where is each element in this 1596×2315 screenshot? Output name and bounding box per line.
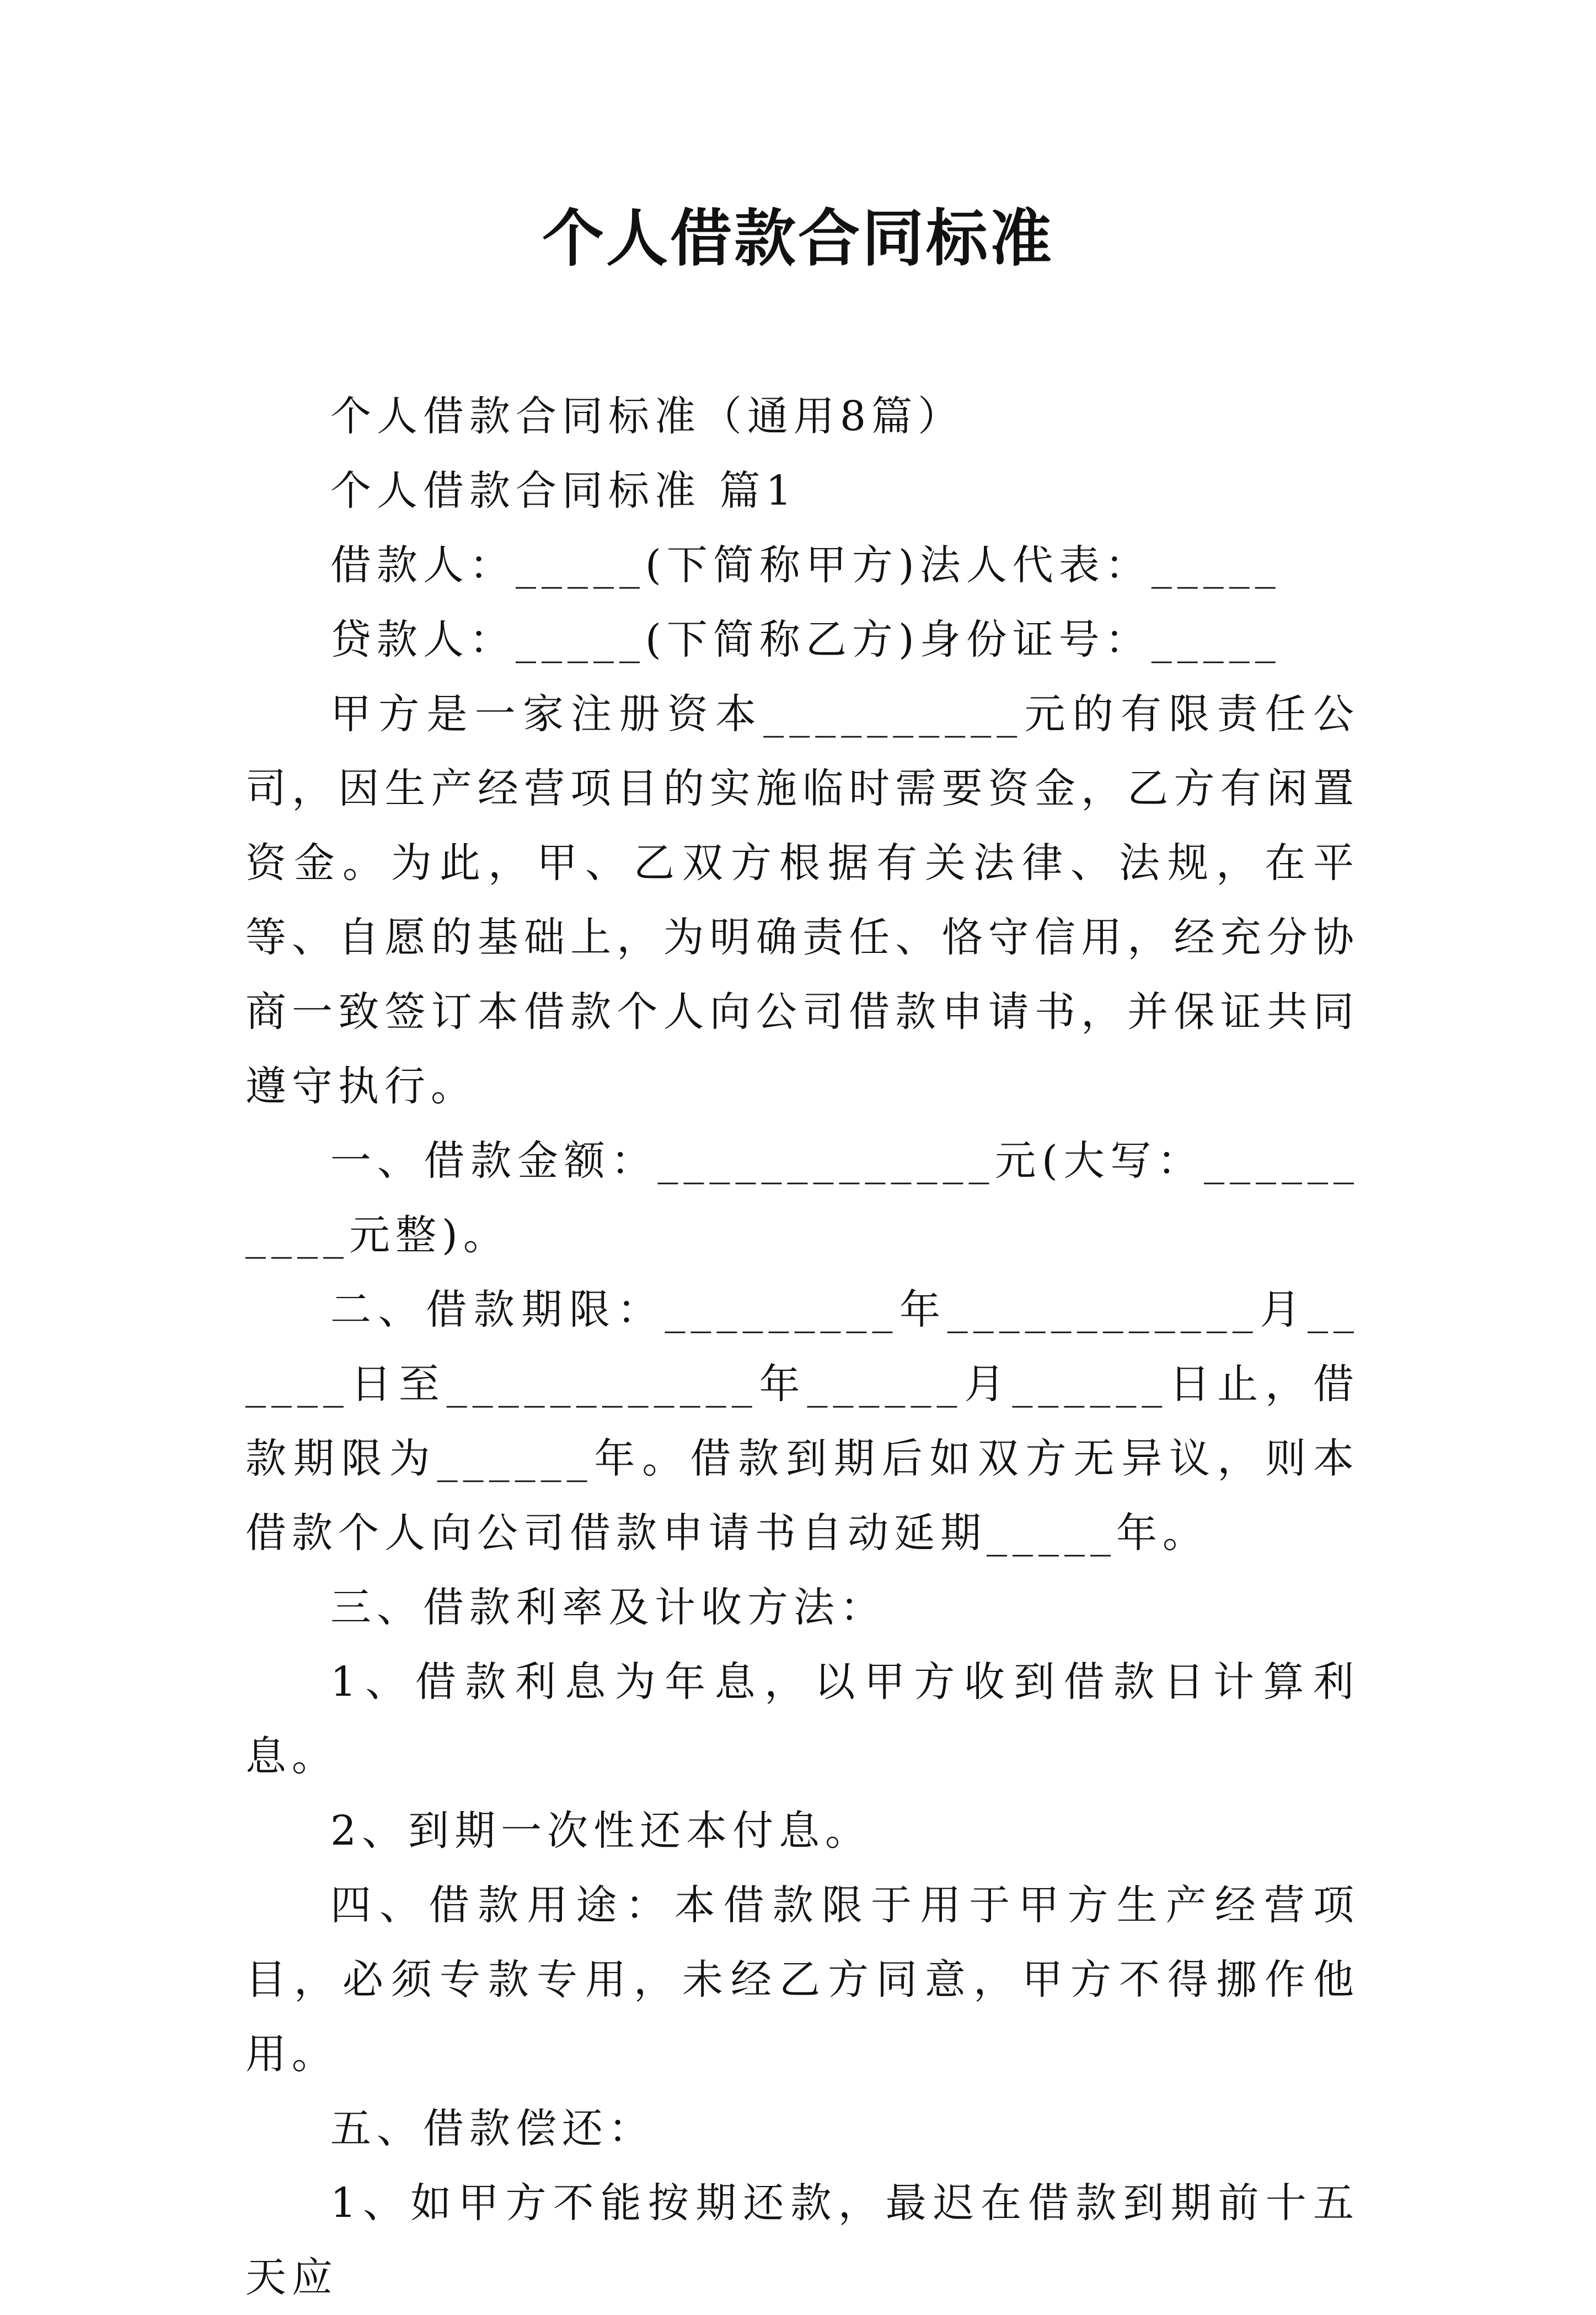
clause-repayment-heading: 五、借款偿还： [330, 2105, 655, 2152]
doc-subtitle: 个人借款合同标准（通用8篇） [330, 393, 965, 440]
clause-term: 二、借款期限：_________年____________月______日至____________年______月______日止，借款期限为______年。借款到期后如双方无异议，则本借款个人向公司借款申请书自动延期_____年。 [245, 1286, 1359, 1557]
clause-interest-1: 1、借款利息为年息，以甲方收到借款日计算利息。 [245, 1658, 1359, 1780]
clause-amount: 一、借款金额：_____________元(大写：__________元整)。 [245, 1137, 1359, 1259]
clause-interest-heading: 三、借款利率及计收方法： [330, 1584, 886, 1631]
lender-line: 贷款人：_____(下简称乙方)身份证号：_____ [330, 616, 1281, 663]
clause-interest-2: 2、到期一次性还本付息。 [330, 1807, 872, 1855]
clause-purpose: 四、借款用途：本借款限于用于甲方生产经营项目，必须专款专用，未经乙方同意，甲方不得挪作他用。 [245, 1882, 1359, 2078]
borrower-line: 借款人：_____(下简称甲方)法人代表：_____ [330, 542, 1281, 589]
document-title: 个人借款合同标准 [542, 202, 1054, 275]
clause-repayment-1: 1、如甲方不能按期还款，最迟在借款到期前十五天应 [245, 2179, 1359, 2301]
document-body [245, 379, 1359, 2315]
section-heading: 个人借款合同标准 篇1 [330, 467, 797, 515]
intro-paragraph: 甲方是一家注册资本__________元的有限责任公司，因生产经营项目的实施临时需要资金，乙方有闲置资金。为此，甲、乙双方根据有关法律、法规，在平等、自愿的基础上，为明确责任、恪守信用，经充分协商一致签订本借款个人向公司借款申请书，并保证共同遵守执行。 [245, 690, 1359, 1110]
